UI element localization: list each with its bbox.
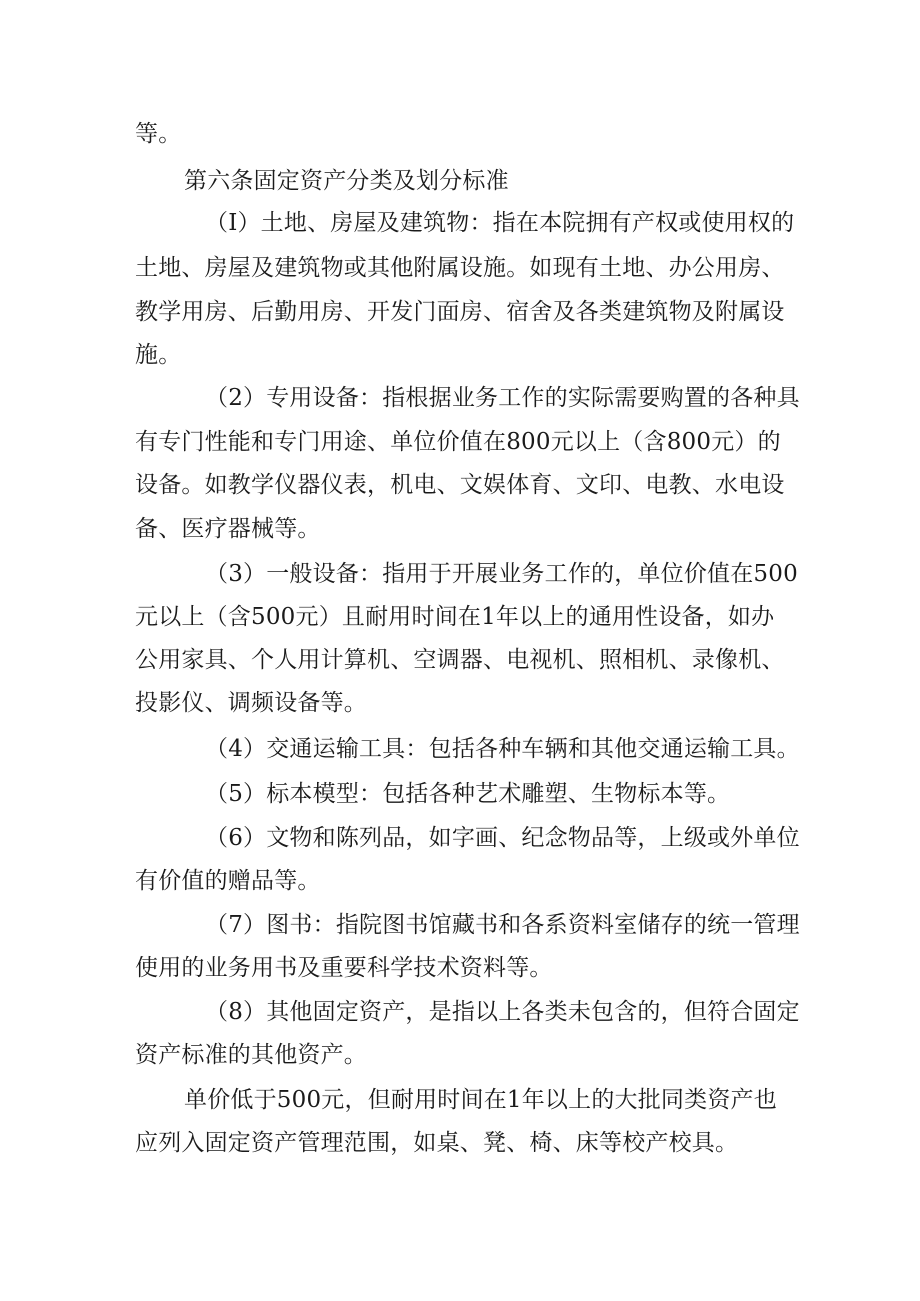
text-line: （2）专用设备：指根据业务工作的实际需要购置的各种具	[205, 385, 800, 411]
text-line: （8）其他固定资产，是指以上各类未包含的，但符合固定	[205, 999, 800, 1025]
text-line: 有专门性能和专门用途、单位价值在800元以上（含800元）的	[135, 429, 781, 455]
text-line: 备、医疗器械等。	[135, 516, 321, 542]
section-heading: 第六条固定资产分类及划分标准	[184, 168, 509, 194]
text-line: （5）标本模型：包括各种艺术雕塑、生物标本等。	[205, 781, 731, 807]
text-line: 单价低于500元，但耐用时间在1年以上的大批同类资产也	[184, 1087, 777, 1113]
text-line: （7）图书：指院图书馆藏书和各系资料室储存的统一管理	[205, 912, 800, 938]
text-line: （I）土地、房屋及建筑物：指在本院拥有产权或使用权的	[205, 210, 795, 236]
text-line: 公用家具、个人用计算机、空调器、电视机、照相机、录像机、	[135, 647, 785, 673]
text-line: （3）一般设备：指用于开展业务工作的，单位价值在500	[205, 561, 798, 587]
text-line: 教学用房、后勤用房、开发门面房、宿舍及各类建筑物及附属设	[135, 299, 785, 325]
text-line: 投影仪、调频设备等。	[135, 690, 367, 716]
text-line: （4）交通运输工具：包括各种车辆和其他交通运输工具。	[205, 736, 800, 762]
text-line: 元以上（含500元）且耐用时间在1年以上的通用性设备，如办	[135, 604, 775, 630]
text-line: 设备。如教学仪器仪表，机电、文娱体育、文印、电教、水电设	[135, 472, 785, 498]
text-line: 土地、房屋及建筑物或其他附属设施。如现有土地、办公用房、	[135, 255, 785, 281]
text-line: 使用的业务用书及重要科学技术资料等。	[135, 955, 553, 981]
text-line: （6）文物和陈列品，如字画、纪念物品等，上级或外单位	[205, 825, 800, 851]
text-line: 应列入固定资产管理范围，如桌、凳、椅、床等校产校具。	[135, 1130, 739, 1156]
text-line: 有价值的赠品等。	[135, 868, 321, 894]
text-line: 施。	[135, 342, 182, 368]
text-line: 资产标准的其他资产。	[135, 1042, 367, 1068]
text-line: 等。	[135, 121, 182, 147]
